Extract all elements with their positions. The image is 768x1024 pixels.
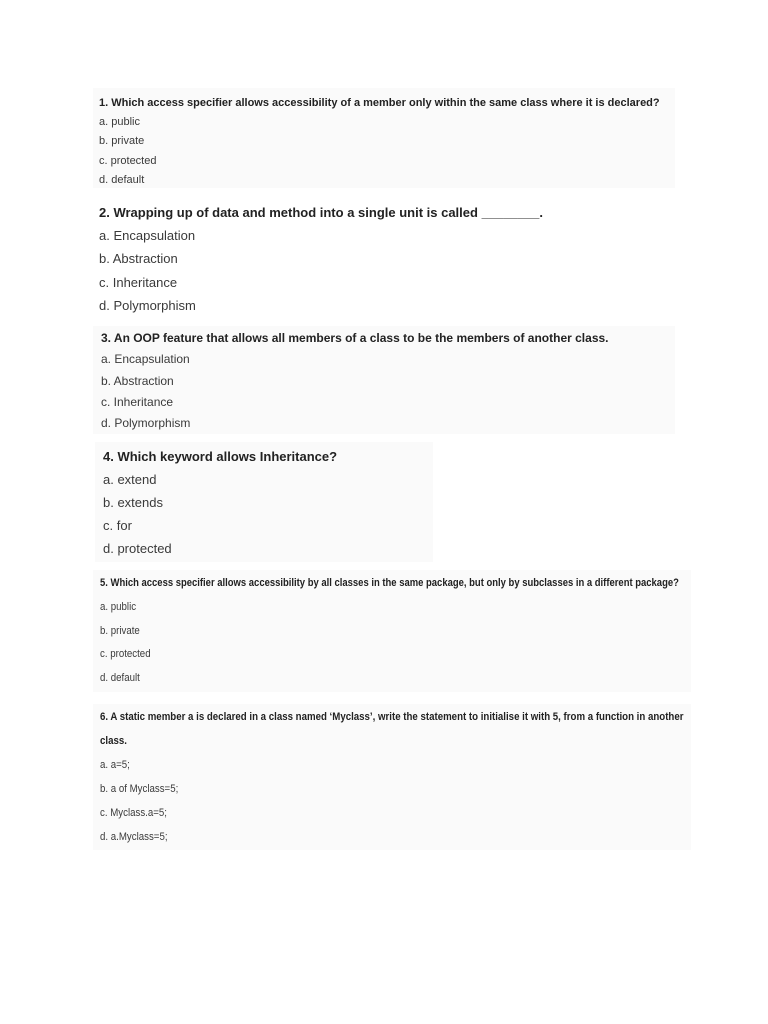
question-block-2: [93, 198, 613, 320]
option-a: a. public: [100, 601, 137, 613]
option-b: b. Abstraction: [101, 374, 174, 388]
option-c: c. Inheritance: [99, 275, 178, 290]
question-text: 1. Which access specifier allows accessibility of a member only within the same class where it is declared?: [99, 97, 660, 109]
question-text-line-1: 6. A static member a is declared in a class named ‘Myclass’, write the statement to initialise it with 5, from a function in another: [100, 711, 684, 723]
option-b: b. extends: [103, 495, 163, 510]
option-a: a. Encapsulation: [101, 352, 190, 366]
question-block-4: [95, 442, 433, 562]
option-d: d. a.Myclass=5;: [100, 831, 168, 843]
question-text-line-2: class.: [100, 735, 127, 747]
question-text: 3. An OOP feature that allows all members of a class to be the members of another class.: [101, 331, 609, 345]
option-c: c. protected: [100, 648, 151, 660]
option-d: d. default: [100, 672, 140, 684]
question-text: 5. Which access specifier allows accessibility by all classes in the same package, but only by subclasses in a different package?: [100, 577, 679, 589]
option-d: d. Polymorphism: [101, 416, 191, 430]
option-b: b. Abstraction: [99, 251, 178, 266]
option-a: a. extend: [103, 472, 157, 487]
option-b: b. private: [100, 625, 140, 637]
question-block-5: [93, 570, 691, 692]
question-block-1: [93, 88, 675, 188]
question-text: 2. Wrapping up of data and method into a single unit is called ________.: [99, 205, 544, 220]
option-b: b. a of Myclass=5;: [100, 783, 179, 795]
option-d: d. Polymorphism: [99, 298, 196, 313]
option-d: d. protected: [103, 541, 172, 556]
option-a: a. public: [99, 116, 140, 128]
option-c: c. Myclass.a=5;: [100, 807, 167, 819]
option-a: a. Encapsulation: [99, 228, 196, 243]
question-text: 4. Which keyword allows Inheritance?: [103, 449, 338, 464]
option-c: c. for: [103, 518, 132, 533]
option-d: d. default: [99, 174, 145, 186]
option-a: a. a=5;: [100, 759, 130, 771]
option-c: c. Inheritance: [101, 395, 174, 409]
question-block-3: [93, 326, 675, 434]
question-block-6: [93, 704, 691, 850]
option-b: b. private: [99, 135, 145, 147]
option-c: c. protected: [99, 155, 157, 167]
